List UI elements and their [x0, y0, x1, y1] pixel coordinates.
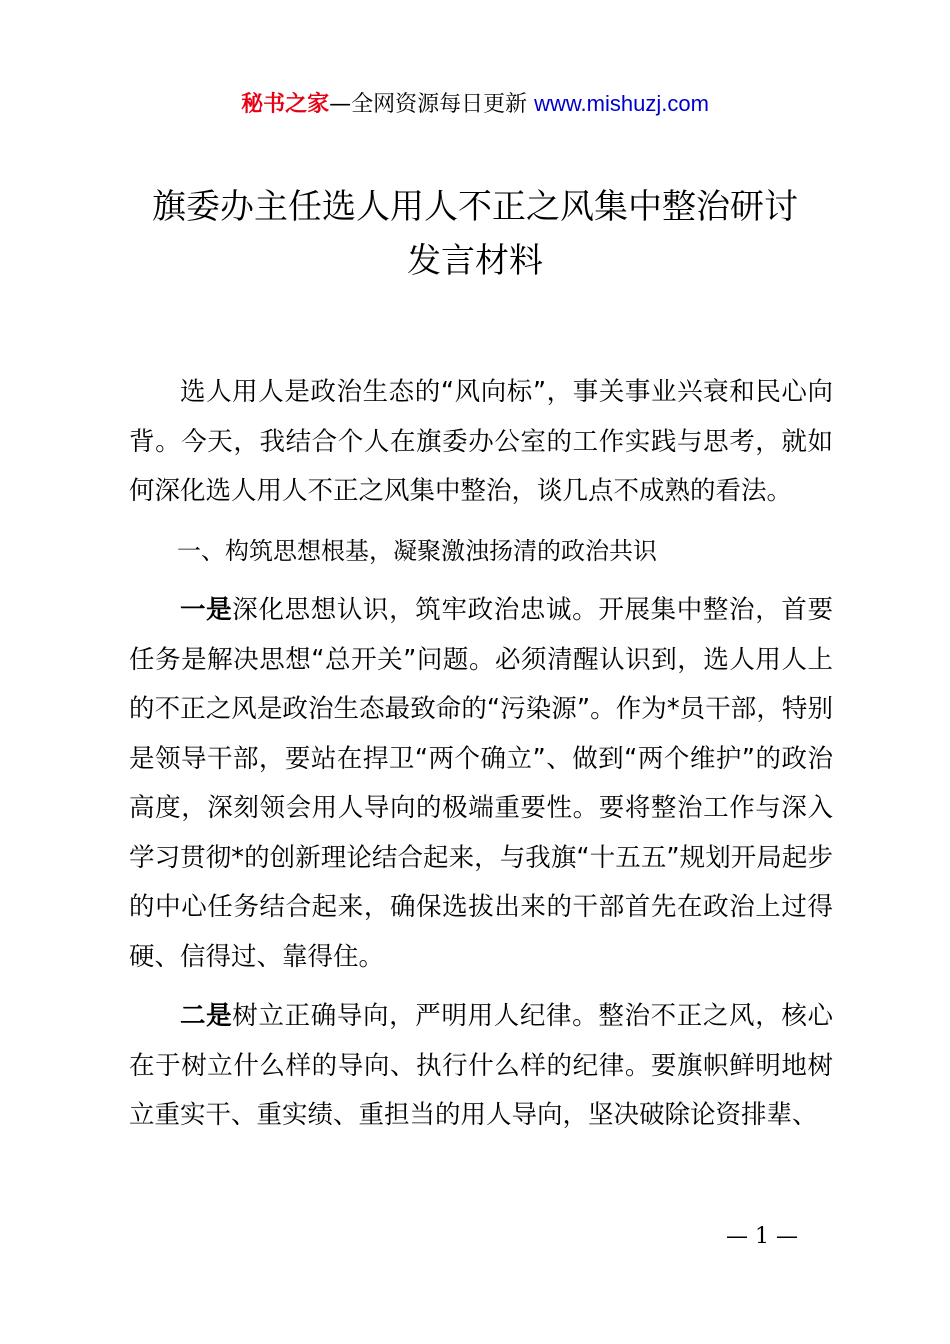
intro-paragraph: 选人用人是政治生态的“风向标”，事关事业兴衰和民心向背。今天，我结合个人在旗委办公室的工作实践与思考，就如何深化选人用人不正之风集中整治，谈几点不成熟的看法。: [129, 377, 833, 506]
point-text-1: 深化思想认识，筑牢政治忠诚。开展集中整治，首要任务是解决思想“总开关”问题。必须清醒认识到，选人用人上的不正之风是政治生态最致命的“污染源”。作为*员干部，特别是领导干部，要站在捍卫“两个确立”、做到“两个维护”的政治高度，深刻领会用人导向的极端重要性。要将整治工作与深入学习贯彻*的创新理论结合起来，与我旗“十五五”规划开局起步的中心任务结合起来，确保选拔出来的干部首先在政治上过得硬、信得过、靠得住。: [129, 595, 833, 972]
site-banner: [0, 86, 950, 123]
point-lead-1: 一是: [180, 595, 233, 625]
page-number: — 1 —: [726, 1224, 798, 1249]
brand-name: 秘书之家: [241, 92, 330, 117]
point-lead-2: 二是: [180, 1001, 233, 1031]
point-paragraph-1: [129, 586, 833, 982]
section-heading: 一、构筑思想根基，凝聚激浊扬清的政治共识: [177, 536, 657, 565]
brand-slogan: —全网资源每日更新: [329, 92, 535, 117]
title-line-2: 发言材料: [407, 241, 543, 281]
document-body: [129, 368, 833, 1141]
point-text-2: 树立正确导向，严明用人纪律。整治不正之风，核心在于树立什么样的导向、执行什么样的纪律。要旗帜鲜明地树立重实干、重实绩、重担当的用人导向，坚决破除论资排辈、: [129, 1001, 833, 1130]
site-url-link[interactable]: www.mishuzj.com: [534, 91, 709, 116]
title-line-1: 旗委办主任选人用人不正之风集中整治研讨: [152, 187, 798, 227]
document-title: [100, 180, 850, 288]
point-paragraph-2: [129, 992, 833, 1141]
